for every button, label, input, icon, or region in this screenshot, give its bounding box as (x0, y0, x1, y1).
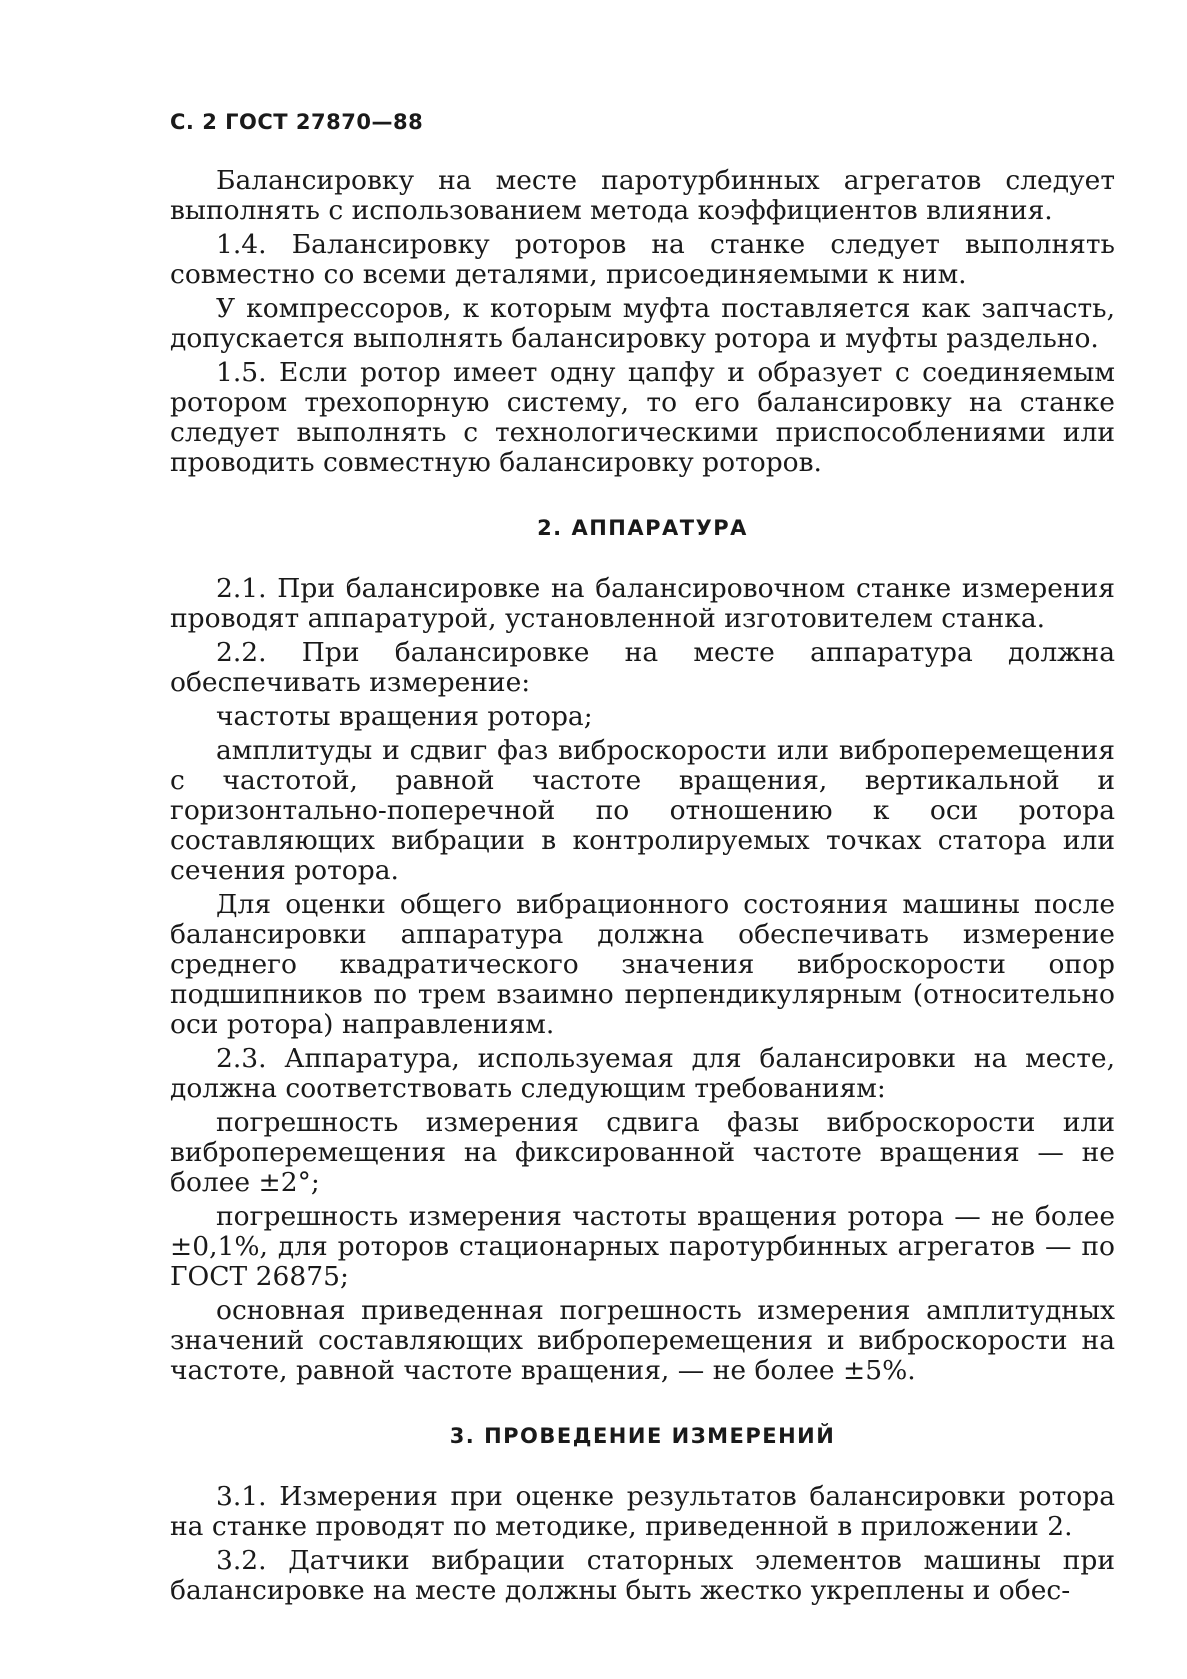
section-3-heading: 3. ПРОВЕДЕНИЕ ИЗМЕРЕНИЙ (449, 1424, 836, 1448)
section-2-heading: 2. АППАРАТУРА (537, 516, 748, 540)
requirement-frequency-error: погрешность измерения частоты вращения ротора — не более ±0,1%, для роторов стационарных паротурбинных агрегатов — по ГОСТ 26875; (170, 1201, 1115, 1292)
clause-1-5: 1.5. Если ротор имеет одну цапфу и образует с соединяемым ротором трехопорную систему, то его балансировку на станке следует выполнять с технологическими приспособлениями или проводить совместную балансировку роторов. (170, 357, 1115, 478)
clause-2-2-general-state: Для оценки общего вибрационного состояния машины после балансировки аппаратура должна обеспечивать измерение среднего квадратического значения виброскорости опор подшипников по трем взаимно перпендикулярным (относительно оси ротора) направлениям. (170, 889, 1115, 1040)
clause-1-4-compressors: У компрессоров, к которым муфта поставляется как запчасть, допускается выполнять балансировку ротора и муфты раздельно. (170, 293, 1115, 354)
list-item-rotation-frequency: частоты вращения ротора; (216, 701, 593, 732)
paragraph-balancing-on-site: Балансировку на месте паротурбинных агрегатов следует выполнять с использованием метода коэффициентов влияния. (170, 165, 1115, 226)
requirement-phase-error: погрешность измерения сдвига фазы виброскорости или виброперемещения на фиксированной частоте вращения — не более ±2°; (170, 1107, 1115, 1198)
clause-2-1: 2.1. При балансировке на балансировочном станке измерения проводят аппаратурой, установленной изготовителем станка. (170, 573, 1115, 634)
requirement-amplitude-error: основная приведенная погрешность измерения амплитудных значений составляющих виброперемещения и виброскорости на частоте, равной частоте вращения, — не более ±5%. (170, 1295, 1115, 1386)
list-item-amplitude-phase: амплитуды и сдвиг фаз виброскорости или виброперемещения с частотой, равной частоте вращения, вертикальной и горизонтально-поперечной по отношению к оси ротора составляющих вибрации в контролируемых точках статора или сечения ротора. (170, 735, 1115, 886)
clause-3-2: 3.2. Датчики вибрации статорных элементов машины при балансировке на месте должны быть жестко укреплены и обес- (170, 1545, 1115, 1606)
clause-2-3: 2.3. Аппаратура, используемая для балансировки на месте, должна соответствовать следующим требованиям: (170, 1043, 1115, 1104)
clause-3-1: 3.1. Измерения при оценке результатов балансировки ротора на станке проводят по методике, приведенной в приложении 2. (170, 1481, 1115, 1542)
running-head: С. 2 ГОСТ 27870—88 (170, 110, 424, 134)
clause-2-2: 2.2. При балансировке на месте аппаратура должна обеспечивать измерение: (170, 637, 1115, 698)
document-page (170, 110, 1115, 1610)
clause-1-4: 1.4. Балансировку роторов на станке следует выполнять совместно со всеми деталями, присоединяемыми к ним. (170, 229, 1115, 290)
